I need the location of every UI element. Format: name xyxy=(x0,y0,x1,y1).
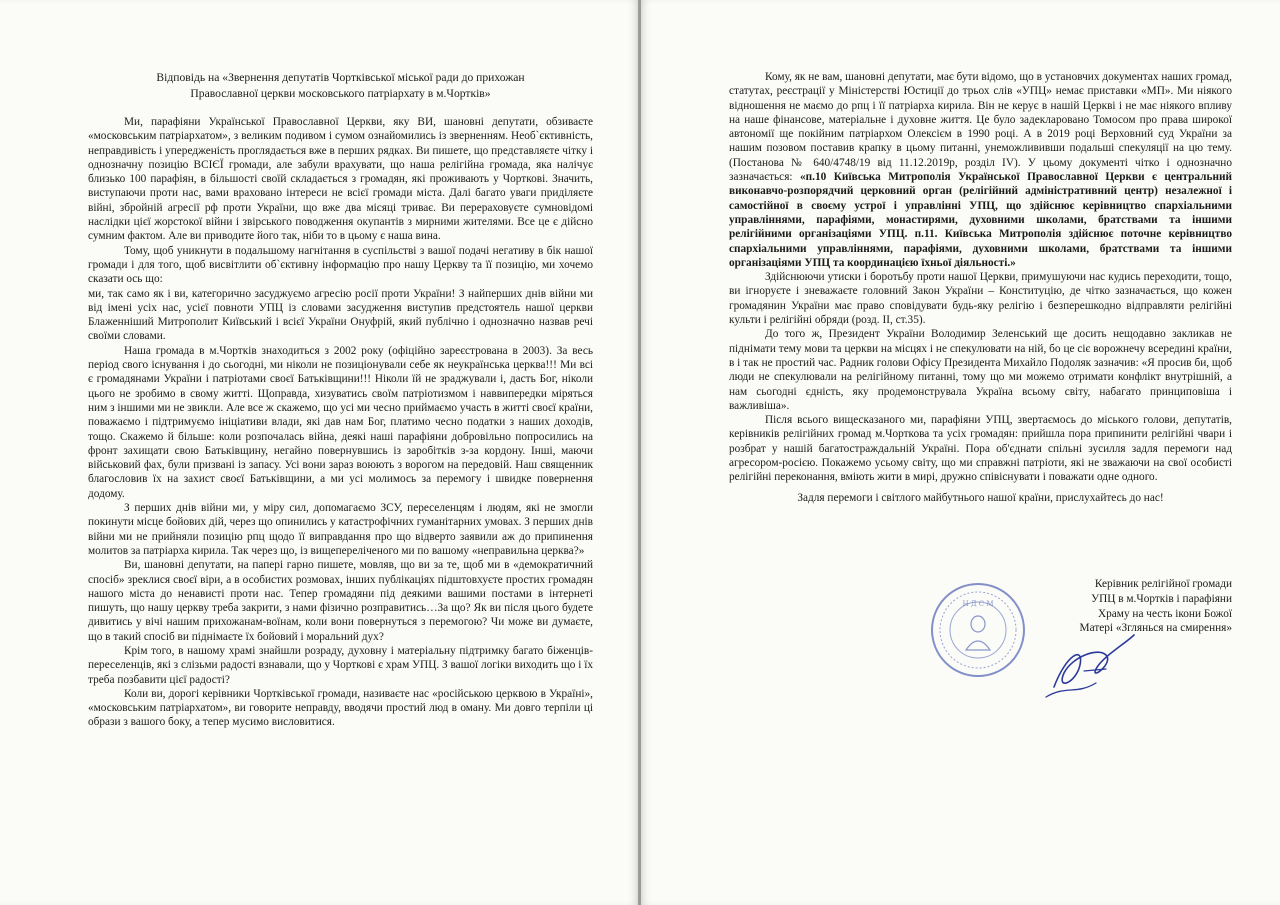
right-paragraph-4: Після всього вищесказаного ми, парафіяни УПЦ, звертаємось до міського голови, депутатів, керівників релігійних громад м.Чорткова та усіх громадян: прийшла пора припинити релігійні чвари і розбрат у нашій багатостраждальній Україні. Пора об'єднати спільні зусилля задля перемоги над агресором-росією. Покажемо усьому світу, що ми справжні патріоти, які не зважаючи на свої особисті релігійні переконання, вміють жити в мирі, дружно співіснувати і поважати одне одного. xyxy=(729,414,1232,484)
left-paragraph-8: Коли ви, дорогі керівники Чортківської громади, називаєте нас «російською церквою в Україні», «московським патріархатом», ви говорите неправду, вводячи простий люд в оману. Ми довго терпіли ці образи з вашого боку, а тепер мусимо висловитися. xyxy=(88,687,593,729)
signature-line-1: Керівник релігійної громади xyxy=(1094,578,1232,590)
signature-line-3: Храму на честь ікони Божої xyxy=(1097,607,1232,620)
title-line-1: Відповідь на «Звернення депутатів Чортківської міської ради до прихожан xyxy=(156,71,525,84)
right-paragraph-2: Здійснюючи утиски і боротьбу проти нашої Церкви, примушуючи нас кудись переходити, тощо, ви ігноруєте і зневажаєте головний Закон України – Конституцію, де чітко зазначається, що кожен громадянин України має право сповідувати будь-яку релігію і безперешкодно відправляти релігійні культи і релігійні обряди (розд. ІІ, ст.35). xyxy=(729,271,1232,327)
title-line-2: Православної церкви московського патріархату в м.Чортків» xyxy=(190,86,491,100)
signature-line-2: УПЦ в м.Чортків і парафіяни xyxy=(1091,592,1232,605)
right-paragraph-1 xyxy=(729,70,1232,270)
church-stamp-seal xyxy=(928,580,1028,680)
right-paragraph-1-text: Кому, як не вам, шановні депутати, має бути відомо, що в установчих документах наших громад, статутах, реєстрації у Міністерстві Юстиції до трьох слів «УПЦ» немає приставки «МП». Ми ніякого відношення не маємо до рпц і її патріарха кирила. Він не керує в нашій Церкві і не має ніякого впливу на наше фінансове, матеріальне і духовне життя. Це було задекларовано Томосом про права широкої автономії ще покійним патріархом Олексієм в 1990 році. А в 2019 році Верховний суд України за нашим позовом поставив крапку в цьому питанні, унеможлививши подальші спекуляції на цю тему. (Постанова № 640/4748/19 від 11.12.2019р, розділ IV). У цьому документі чітко і однозначно зазначається: xyxy=(729,71,1232,184)
left-paragraph-5: З перших днів війни ми, у міру сил, допомагаємо ЗСУ, переселенцям і людям, які не змогли покинути місце бойових дій, через що опинились у катастрофічних гуманітарних умовах. З перших днів війни ми не прийняли позицію рпц щодо її виправдання про що відверто заявили аж до припинення молитов за патріарха кирила. Так через що, із вищепереліченого ми по вашому «неправильна церква?» xyxy=(88,502,593,557)
right-paragraph-3: До того ж, Президент України Володимир Зеленський ще досить нещодавно закликав не піднімати тему мови та церкви на місцях і не спекулювати на ній, бо це сіє ворожнечу всередині країни, в і так не простий час. Радник голови Офісу Президента Михайло Подоляк зазначив: «Я просив би, щоб люди не спекулювали на релігійному питанні, тому що ми можемо отримати конфлікт внутрішній, а нам сьогодні єдність, яку продемонструвала Україна всьому світу, набагато принциповіша і важливіша». xyxy=(729,328,1232,412)
left-paragraph-1: Ми, парафіяни Української Православної Церкви, яку ВИ, шановні депутати, обзиваєте «московським патріархатом», з великим подивом і сумом ознайомились із зверненням. Необ`єктивність, неправдивість і упередженість проглядається вже в перших рядках. Ви пишете, що представляєте чітку і однозначну позицію ВСІЄЇ громади, але забули врахувати, що наша релігійна громада, яка налічує близько 100 парафіян, в більшості своїй складається з громадян, які проживають у Чорткові. Значить, виступаючи проти нас, вами враховано інтереси не всієї громади міста. Далі багато уваги приділяєте війні, збройній агресії рф проти України, що вже два місяці триває. Ви перераховуєте сумновідомі наслідки цієї жорстокої війни і звірського поводження окупантів з мирними жителями. Все це є дійсно сумним фактом. Але ви приводите його так, ніби то в цьому є наша вина. xyxy=(88,116,593,243)
handwritten-signature xyxy=(1036,625,1146,705)
left-paragraph-7: Крім того, в нашому храмі знайшли розраду, духовну і матеріальну підтримку багато біженців-переселенців, які з слізьми радості взнавали, що у Чорткові є храм УПЦ. З вашої логіки виходить що і їх треба позбавити цієї радості? xyxy=(88,644,593,686)
left-page xyxy=(0,0,638,905)
stamp-text: Н Д С М xyxy=(962,600,994,608)
court-ruling-quote: «п.10 Київська Митрополія Української Православної Церкви є центральний виконавчо-розпорядчий церковний орган (релігійний адміністративний центр) незалежної і самостійної в своєму устрої і управлінні УПЦ, що здійснює керівництво спархіальними управліннями, парафіями, монастирями, духовними школами, братствами та іншими релігійними організаціями УПЦ. п.11. Київська Митрополія здійснює поточне керівництво спархіальними управліннями, парафіями, духовними школами, братствами та іншими організаціями УПЦ та координацією їхньої діяльності.» xyxy=(729,171,1232,269)
left-paragraph-2: Тому, щоб уникнути в подальшому нагнітання в суспільстві з вашої подачі негативу в бік нашої громади і для того, щоб висвітлити об`єктивну інформацію про нашу Церкву та її позицію, ми хочемо сказати ось що: xyxy=(88,244,593,286)
closing-appeal: Задля перемоги і світлого майбутнього нашої країни, прислухайтесь до нас! xyxy=(797,491,1164,504)
signature-line-4: Матері «Зглянься на смирення» xyxy=(1079,622,1232,635)
left-paragraph-3: ми, так само як і ви, категорично засуджуємо агресію росії проти України! З найперших днів війни ми від імені усіх нас, усієї повноти УПЦ із словами засудження виступив предстоятель нашої церкви Блаженніший Митрополит Київський і всієї України Онуфрій, який публічно і однозначно назвав речі своїми словами. xyxy=(88,287,593,343)
signature-block xyxy=(1042,577,1232,636)
left-paragraph-4: Наша громада в м.Чортків знаходиться з 2002 року (офіційно зареєстрована в 2003). За весь період свого існування і до сьогодні, ми ніколи не позиціонували себе як неукраїнська церква!!! Ми всі є громадянами України і патріотами своєї Батьківщини!!! Ніколи їй не зраджували і, дасть Бог, ніколи цього не зробимо в свому житті. Щоправда, хизуватись своїм патріотизмом і наввипередки міряться ним з іншими ми не звикли. Але все ж скажемо, що усі ми чесно приймаємо участь в житті своєї країни, поважаємо і підтримуємо ініціативи влади, які дав нам Бог, платимо чесно податки з наших доходів, тощо. Скажемо й більше: коли розпочалась війна, деякі наші парафіяни добровільно попросились на фронт захищати свою Батьківщину, негайно повернувшись із заробітків з-за кордону. Інші, маючи військовий фах, були призвані із запасу. Усі вони зараз воюють з ворогом на передовій. Наш священник благословив їх на захист своєї Батьківщини, а ми усі молимось за перемогу і швидке повернення додому. xyxy=(88,344,593,500)
right-page xyxy=(641,0,1280,905)
document-title xyxy=(88,70,593,101)
left-paragraph-6: Ви, шановні депутати, на папері гарно пишете, мовляв, що ви за те, щоб ми в «демократичний спосіб» зреклися своєї віри, а в особистих розмовах, інших публікаціях підштовхуєте простих громадян нашого міста до ненависті проти нас. Тепер громадяни під деякими вашими постами в інтернеті пишуть, що нашу церкву треба закрити, з нами фізично розправитись…За що? Як ви після цього будете дивитись у вічі нашим прихожанам-воїнам, коли вони повернуться з перемогою? Чи може ви думаєте, що в такий спосіб ви піднімаєте їх бойовий і моральний дух? xyxy=(88,559,593,643)
